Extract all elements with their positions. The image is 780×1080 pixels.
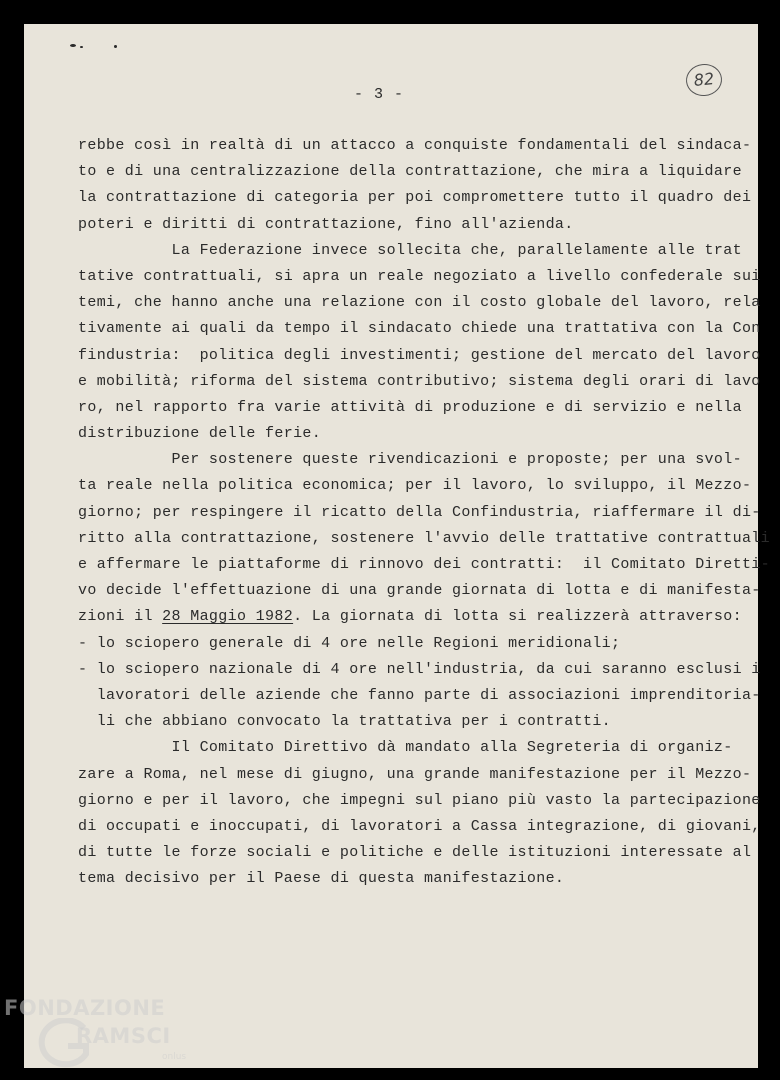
text-segment: tivamente ai quali da tempo il sindacato chiede una trattativa con la Con xyxy=(78,320,761,338)
text-segment: giorno e per il lavoro, che impegni sul piano più vasto la partecipazione xyxy=(78,791,761,809)
text-segment: findustria: politica degli investimenti; gestione del mercato del lavoro xyxy=(78,346,761,364)
text-line xyxy=(78,238,748,264)
text-line xyxy=(78,657,761,683)
ink-speck xyxy=(80,46,83,48)
text-segment: giorno; per respingere il ricatto della Confindustria, riaffermare il di- xyxy=(78,503,761,521)
text-segment: di occupati e inoccupati, di lavoratori a Cassa integrazione, di giovani, xyxy=(78,817,761,835)
text-line xyxy=(78,631,748,657)
text-line xyxy=(78,526,771,552)
watermark-line-2: RAMSCI xyxy=(76,1024,171,1048)
text-segment: rebbe così in realtà di un attacco a conquiste fondamentali del sindaca- xyxy=(78,137,752,154)
page-number: - 3 - xyxy=(354,86,405,103)
text-line xyxy=(78,133,752,159)
text-line xyxy=(78,290,761,316)
fondazione-gramsci-watermark xyxy=(4,992,194,1072)
text-segment: ro, nel rapporto fra varie attività di produzione e di servizio e nella xyxy=(78,398,742,416)
text-segment: zare a Roma, nel mese di giugno, una grande manifestazione per il Mezzo- xyxy=(78,765,752,783)
text-segment: - lo sciopero nazionale di 4 ore nell'industria, da cui saranno esclusi i xyxy=(78,660,761,678)
text-segment: - lo sciopero generale di 4 ore nelle Regioni meridionali; xyxy=(78,634,621,652)
document-body xyxy=(78,133,771,892)
watermark-line-3: onlus xyxy=(162,1052,187,1062)
ink-speck xyxy=(114,45,117,48)
text-line xyxy=(78,159,748,185)
text-segment: e affermare le piattaforme di rinnovo dei contratti: il Comitato Diretti- xyxy=(78,556,771,573)
text-line xyxy=(78,212,748,238)
text-segment: ritto alla contrattazione, sostenere l'avvio delle trattative contrattuali xyxy=(78,529,771,547)
text-segment: distribuzione delle ferie. xyxy=(78,425,322,443)
text-line xyxy=(78,264,761,290)
underlined-date: 28 Maggio 1982 xyxy=(162,608,294,626)
text-line xyxy=(78,840,752,866)
text-segment: La Federazione invece sollecita che, parallelamente alle trat xyxy=(78,241,742,259)
watermark-line-1: FONDAZIONE xyxy=(4,996,166,1020)
text-line xyxy=(78,814,761,840)
text-line xyxy=(78,369,761,395)
archive-number-stamp: 82 xyxy=(684,62,723,98)
text-segment: la contrattazione di categoria per poi compromettere tutto il quadro dei xyxy=(78,189,752,207)
text-line xyxy=(78,343,761,369)
text-line xyxy=(78,500,761,526)
text-line xyxy=(78,552,771,578)
text-line xyxy=(78,788,761,814)
text-line xyxy=(78,709,748,735)
text-line xyxy=(78,604,748,630)
text-segment: vo decide l'effettuazione di una grande giornata di lotta e di manifesta- xyxy=(78,582,761,600)
text-segment: lavoratori delle aziende che fanno parte di associazioni imprenditoria- xyxy=(78,686,761,704)
text-line xyxy=(78,473,752,499)
text-line xyxy=(78,316,761,342)
text-segment: li che abbiano convocato la trattativa per i contratti. xyxy=(78,713,612,731)
text-line xyxy=(78,735,748,761)
text-segment: to e di una centralizzazione della contrattazione, che mira a liquidare xyxy=(78,163,742,181)
text-segment: e mobilità; riforma del sistema contributivo; sistema degli orari di lavo xyxy=(78,372,761,390)
text-segment: tative contrattuali, si apra un reale negoziato a livello confederale sui xyxy=(78,267,761,285)
text-segment: poteri e diritti di contrattazione, fino all'azienda. xyxy=(78,215,574,233)
ink-speck xyxy=(70,44,76,47)
document-page xyxy=(24,24,771,1068)
text-line xyxy=(78,421,748,447)
text-line xyxy=(78,762,752,788)
text-line xyxy=(78,683,761,709)
text-segment: temi, che hanno anche una relazione con il costo globale del lavoro, rela xyxy=(78,294,761,312)
text-line xyxy=(78,395,748,421)
text-segment: . La giornata di lotta si realizzerà attraverso: xyxy=(293,608,742,626)
text-segment: tema decisivo per il Paese di questa manifestazione. xyxy=(78,870,565,888)
text-line xyxy=(78,447,748,473)
text-segment: di tutte le forze sociali e politiche e delle istituzioni interessate al xyxy=(78,844,752,862)
text-segment: ta reale nella politica economica; per il lavoro, lo sviluppo, il Mezzo- xyxy=(78,477,752,495)
text-line xyxy=(78,185,752,211)
text-segment: zioni il xyxy=(78,608,163,626)
text-segment: Il Comitato Direttivo dà mandato alla Segreteria di organiz- xyxy=(78,739,733,757)
text-segment: Per sostenere queste rivendicazioni e proposte; per una svol- xyxy=(78,451,742,469)
text-line xyxy=(78,866,748,892)
text-line xyxy=(78,578,761,604)
